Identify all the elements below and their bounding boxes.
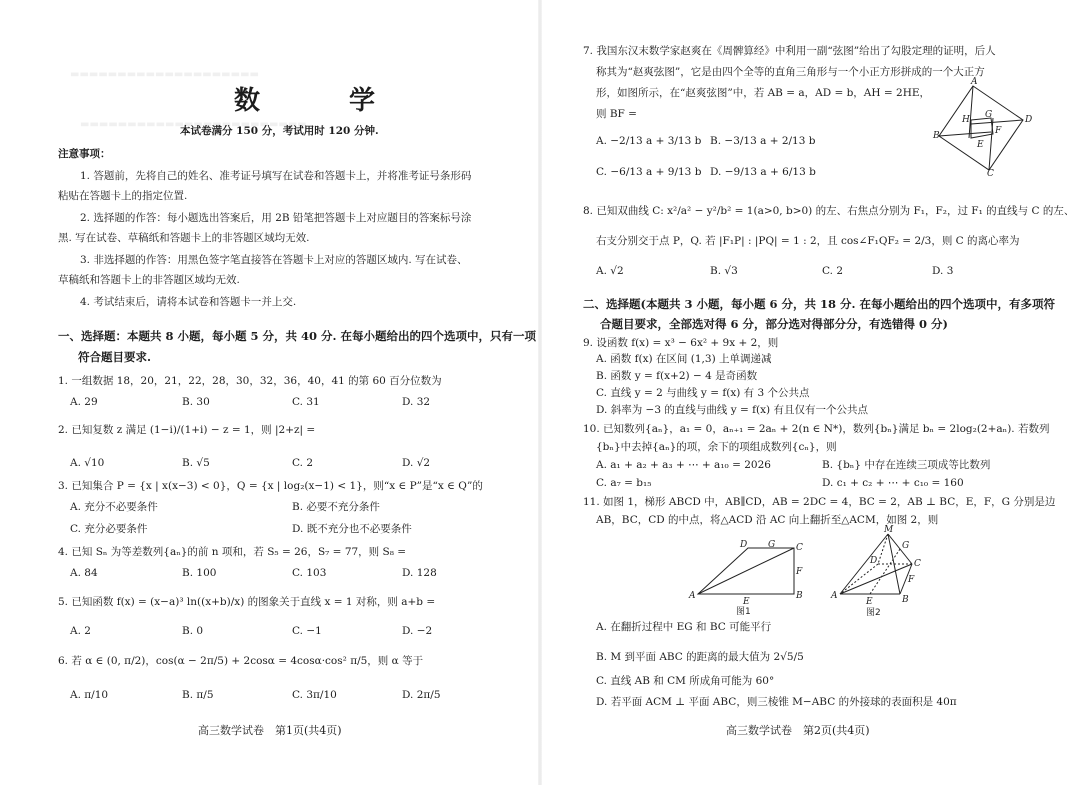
option: C. 直线 y = 2 与曲线 y = f(x) 有 3 个公共点: [596, 387, 810, 399]
zhao-shuang-diagram: [933, 76, 1035, 179]
fold-line: [840, 564, 878, 594]
option: C. 充分必要条件: [70, 523, 148, 535]
option: A. 充分不必要条件: [70, 501, 158, 513]
option: D. 斜率为 −3 的直线与曲线 y = f(x) 有且仅有一个公共点: [596, 404, 868, 416]
option: B. 30: [182, 396, 210, 408]
figure-label: G: [902, 541, 910, 551]
figure-label: E: [977, 140, 984, 150]
option: D. 若平面 ACM ⊥ 平面 ABC，则三棱锥 M−ABC 的外接球的表面积是 40π: [596, 696, 957, 708]
page-footer: 高三数学试卷 第1页(共4页): [198, 724, 342, 737]
figure-label: B: [933, 131, 940, 141]
exam-info: 本试卷满分 150 分，考试用时 120 分钟.: [180, 125, 379, 137]
question-stem: 5. 已知函数 f(x) = (x−a)³ ln((x+b)/x) 的图象关于直线 x = 1 对称，则 a+b =: [58, 596, 436, 608]
question-stem: 6. 若 α ∈ (0, π/2)，cos(α − 2π/5) + 2cosα = 4cosα·cos² π/5，则 α 等于: [58, 655, 424, 667]
section-heading: 符合题目要求.: [78, 350, 152, 364]
figure-label: G: [985, 110, 993, 120]
option: C. a₇ = b₁₅: [596, 477, 652, 489]
option: A. −2/13 a + 3/13 b: [596, 135, 702, 147]
notice-line: 粘贴在答题卡上的指定位置.: [58, 190, 188, 202]
option: B. √5: [182, 457, 210, 469]
option: C. −1: [292, 625, 322, 637]
option: D. −9/13 a + 6/13 b: [710, 166, 816, 178]
option: A. 函数 f(x) 在区间 (1,3) 上单调递减: [596, 353, 772, 365]
edge-ma: [840, 534, 888, 594]
option: C. 3π/10: [292, 689, 337, 701]
figure-label: C: [987, 169, 994, 179]
option: A. a₁ + a₂ + a₃ + ⋯ + a₁₀ = 2026: [596, 459, 771, 471]
triangle-edge: [971, 120, 1023, 124]
option: B. 100: [182, 567, 217, 579]
option: D. 既不充分也不必要条件: [292, 523, 412, 535]
section-heading: 二、选择题(本题共 3 小题，每小题 6 分，共 18 分. 在每小题给出的四个选项中，有多项符: [583, 297, 1055, 311]
figure-label: D: [870, 556, 878, 566]
question-line: 形，如图所示，在“赵爽弦图”中，若 AB = a，AD = b，AH = 2HE，: [596, 87, 931, 99]
figure-label: A: [689, 591, 696, 601]
inner-square: [971, 118, 993, 138]
figure-label: C: [914, 559, 921, 569]
edge-ac: [840, 564, 912, 594]
notice-line: 1. 答题前，先将自己的姓名、准考证号填写在试卷和答题卡上，并将准考证号条形码: [80, 170, 472, 182]
notice-heading: 注意事项：: [58, 148, 111, 160]
question-line: {bₙ}中去掉{aₙ}的项，余下的项组成数列{cₙ}，则: [596, 441, 837, 453]
fold-line: [878, 534, 888, 564]
figure-label: F: [995, 126, 1002, 136]
option: B. √3: [710, 265, 738, 277]
notice-line: 3. 非选择题的作答：用黑色签字笔直接答在答题卡上对应的答题区域内. 写在试卷、: [80, 254, 468, 266]
notice-line: 草稿纸和答题卡上的非答题区域均无效.: [58, 274, 240, 286]
notice-line: 黑. 写在试卷、草稿纸和答题卡上的非答题区域均无效.: [58, 232, 310, 244]
figure-label: D: [740, 540, 748, 550]
figure-label: F: [908, 575, 915, 585]
figure-label: E: [743, 597, 750, 607]
option: B. π/5: [182, 689, 214, 701]
option: B. −3/13 a + 2/13 b: [710, 135, 816, 147]
figure-label: D: [1025, 115, 1033, 125]
figure-label: M: [884, 525, 894, 535]
question-line: 则 BF =: [596, 108, 637, 120]
question-line: AB，BC，CD 的中点，将△ACD 沿 AC 向上翻折至△ACM，如图 2，则: [596, 514, 939, 526]
question-line: 称其为“赵爽弦图”，它是由四个全等的直角三角形与一个小正方形拼成的一个大正方: [596, 66, 985, 78]
question-stem: 9. 设函数 f(x) = x³ − 6x² + 9x + 2，则: [583, 337, 779, 349]
figure-label: B: [902, 595, 909, 605]
outer-square: [939, 86, 1023, 170]
figure-label: B: [796, 591, 803, 601]
option: D. 2π/5: [402, 689, 441, 701]
diagonal-ac: [698, 548, 794, 594]
option: B. 0: [182, 625, 204, 637]
option: C. 直线 AB 和 CM 所成角可能为 60°: [596, 675, 775, 687]
notice-line: 4. 考试结束后，请将本试卷和答题卡一并上交.: [80, 296, 297, 308]
section-heading: 合题目要求，全部选对得 6 分，部分选对得部分分，有选错得 0 分): [600, 317, 948, 331]
option: D. 128: [402, 567, 437, 579]
tetrahedron-figure-2: [828, 524, 928, 616]
question-line: 8. 已知双曲线 C: x²/a² − y²/b² = 1(a>0, b>0) 的左、右焦点分别为 F₁，F₂，过 F₁ 的直线与 C 的左、: [583, 205, 1075, 217]
figure-label: A: [971, 77, 978, 87]
option: B. M 到平面 ABC 的距离的最大值为 2√5/5: [596, 651, 804, 663]
option: C. 2: [822, 265, 844, 277]
page-title: 数 学: [234, 86, 416, 116]
question-line: 10. 已知数列{aₙ}，a₁ = 0，aₙ₊₁ = 2aₙ + 2(n ∈ N*)，数列{bₙ}满足 bₙ = 2log₂(2+aₙ). 若数列: [583, 423, 1050, 435]
option: A. π/10: [70, 689, 109, 701]
notice-line: 2. 选择题的作答：每小题选出答案后，用 2B 铅笔把答题卡上对应题目的答案标号涂: [80, 212, 472, 224]
figure-caption: 图1: [736, 607, 751, 617]
option: A. 在翻折过程中 EG 和 BC 可能平行: [596, 621, 772, 633]
exam-page-2: [540, 0, 1080, 785]
option: D. −2: [402, 625, 433, 637]
option: A. 2: [70, 625, 91, 637]
figure-label: A: [831, 591, 838, 601]
option: B. {bₙ} 中存在连续三项成等比数列: [822, 459, 991, 471]
question-line: 右支分别交于点 P，Q. 若 |F₁P| : |PQ| = 1 : 2，且 cos∠F₁QF₂ = 2/3，则 C 的离心率为: [596, 235, 1020, 247]
option: C. 31: [292, 396, 320, 408]
question-stem: 1. 一组数据 18，20，21，22，28，30，32，36，40，41 的第 60 百分位数为: [58, 375, 442, 387]
option: A. 29: [70, 396, 98, 408]
question-stem: 3. 已知集合 P = {x | x(x−3) < 0}，Q = {x | log₂(x−1) < 1}，则“x ∈ P”是“x ∈ Q”的: [58, 480, 483, 492]
question-stem: 4. 已知 Sₙ 为等差数列{aₙ}的前 n 项和，若 S₅ = 26，S₇ = 77，则 S₈ =: [58, 546, 407, 558]
bleed-through-text: ▬▬▬▬▬▬▬▬▬▬▬▬▬▬▬▬▬▬▬▬▬▬▬▬: [80, 119, 307, 130]
question-stem: 2. 已知复数 z 满足 (1−i)/(1+i) − z = 1，则 |2+z| =: [58, 424, 316, 436]
question-line: 11. 如图 1，梯形 ABCD 中，AB∥CD，AB = 2DC = 4，BC = 2，AB ⊥ BC，E，F，G 分别是边: [583, 496, 1056, 508]
figure-label: F: [796, 567, 803, 577]
figure-label: G: [768, 540, 776, 550]
bleed-through-text: ▬▬▬▬▬▬▬▬▬▬▬▬▬▬▬▬▬▬▬▬: [70, 69, 259, 80]
option: D. c₁ + c₂ + ⋯ + c₁₀ = 160: [822, 477, 964, 489]
option: A. √10: [70, 457, 105, 469]
option: C. 2: [292, 457, 314, 469]
option: D. √2: [402, 457, 431, 469]
section-heading: 一、选择题：本题共 8 小题，每小题 5 分，共 40 分. 在每小题给出的四个选项中，只有一项: [58, 329, 537, 343]
option: D. 3: [932, 265, 954, 277]
figure-caption: 图2: [866, 608, 881, 618]
trapezoid-figure-1: [686, 536, 806, 616]
figure-label: H: [962, 115, 970, 125]
option: B. 函数 y = f(x+2) − 4 是奇函数: [596, 370, 758, 382]
option: A. 84: [70, 567, 98, 579]
page-footer: 高三数学试卷 第2页(共4页): [726, 724, 870, 737]
question-line: 7. 我国东汉末数学家赵爽在《周髀算经》中利用一副“弦图”给出了勾股定理的证明，后人: [583, 45, 996, 57]
option: C. −6/13 a + 9/13 b: [596, 166, 702, 178]
option: B. 必要不充分条件: [292, 501, 380, 513]
figure-label: E: [866, 597, 873, 607]
figure-label: C: [796, 543, 803, 553]
option: C. 103: [292, 567, 327, 579]
option: A. √2: [596, 265, 624, 277]
option: D. 32: [402, 396, 431, 408]
